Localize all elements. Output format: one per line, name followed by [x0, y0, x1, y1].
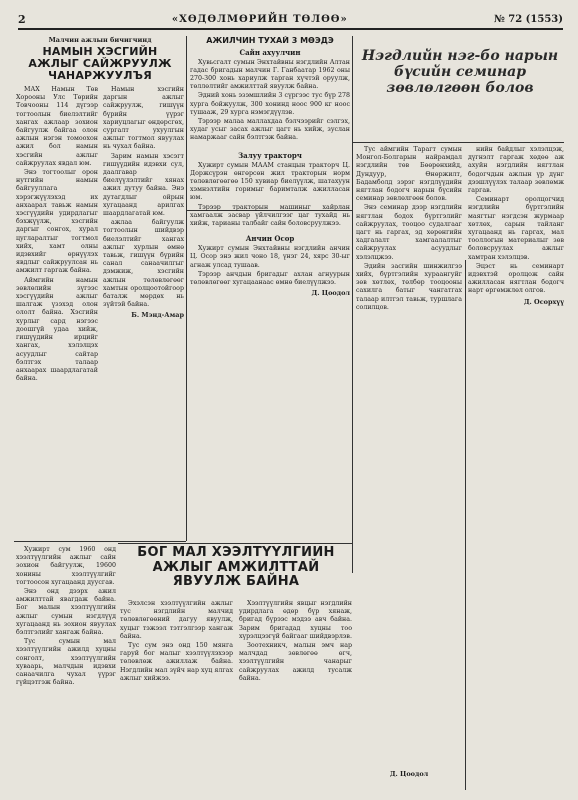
- article-breeding-lead: [16, 546, 116, 794]
- article-breeding-headline: [120, 546, 352, 596]
- article-seminar-heading: [356, 38, 564, 138]
- paragraph: Энэ семинар дээр нэгдлийн нягтлан бодох бүртгэлийг сайжруулах, тооцоо судалгааг цагт нь гаргах, эд хөрөнгийн хадгалалт хамгаалалтыг сайжруулах асуудлыг хэлэлцжээ.: [356, 204, 462, 261]
- newspaper-name: «ХӨДӨЛМӨРИЙН ТӨЛӨӨ»: [171, 13, 348, 25]
- article-three-workers: [190, 36, 350, 541]
- article-signature: Б. Мэнд-Амар: [131, 311, 184, 320]
- paragraph: Энэ тогтоолыг орон нутгийн намын байгууллага хэрэгжүүлэхэд их анхаарал тавьж намын хэсгүүдийн удирдлагыг бэхжүүлж, хэсгийн даргыг сонгох, хурал цугларалтыг тогтмол хийх, хамт олны идэвхийг өрнүүлэх явдлыг сайжруулсан нь амжилт гаргаж байна.: [16, 169, 98, 275]
- article-body-col-2: [239, 600, 352, 684]
- article-subhead: Анчин Осор: [245, 234, 295, 244]
- paragraph: Хувьсгалт сумын Энхтайвны нэгдлийн Алтан гадас бригадын малчин Г. Ганбаатар 1962 оны 270-300 хонь хариулж тарган хүчтэй оруулж, төллөлтийг амжилттай явуулж байна.: [190, 58, 350, 91]
- column-rule: [186, 36, 187, 541]
- article-body-col-1: [120, 600, 233, 684]
- masthead: [18, 10, 563, 30]
- section-rule: [352, 142, 564, 143]
- paragraph: Хужирт сум 1960 онд хээлтүүлгийн ажлыг сайн зохион байгуулж, 19600 хонины хээлтүүлгийг тогтоосон хугацаанд дуусгав.: [16, 546, 116, 586]
- paragraph: Хужирт сумын МААМ станцын тракторч Ц. Доржсүрэн өнгөрсөн жил тракторын норм төлөвлөгөөгөө 150 хувиар биелүүлж, шатахуун хэмнэлтийн горимыг баримталж ажилласан юм.: [190, 161, 350, 202]
- paragraph: Тус сумын мал хээлтүүлгийн ажилд хуцны сонголт, хээлтүүлгийн хуваарь, малчдын идэвхи санаачилга чухал үүрэг гүйцэтгэж байна.: [16, 638, 116, 687]
- paragraph: Эцэст нь семинарт идэвхтэй оролцож сайн ажилласан нягтлан бодогч нарт өргөмжлөл олгов.: [468, 262, 564, 295]
- paragraph: Тус аймгийн Тарагт сумын Монгол-Болгарын найрамдал нэгдлийн төв Бөөрөнхийд, Дундуур, Өнөржилт, Бадамболд зэрэг нэгдлүүдийн нягтлан бодогч нарын бүсийн семинар зөвлөлгөөн болов.: [356, 146, 462, 203]
- page-number: 2: [18, 12, 26, 26]
- paragraph: Эхэлсэн хээлтүүлгийн ажлыг тус нэгдлийн малчид төлөвлөгөөний дагуу явуулж, хуцыг тэжээл тэтгэлгээр хангаж байна.: [120, 600, 233, 640]
- paragraph: Тэрээр тракторын машиныг хайрлан хамгаалж засвар үйлчилгээг цаг тухайд нь хийж, тарианы талбайг сайн боловсруулжээ.: [190, 203, 350, 227]
- article-body: [16, 546, 116, 687]
- paragraph: нийн байдлыг хэлэлцэж, дүгнэлт гаргаж хөдөө аж ахуйн нэгдлийн нягтлан бодогчдын ажлын үр дүнг дээшлүүлэх талаар зөвлөмж гаргав.: [468, 146, 564, 195]
- section-rule: [118, 543, 352, 544]
- article-body: [190, 59, 350, 143]
- article-breeding-cont: [356, 580, 462, 794]
- article-signature: Д. Цоодол: [311, 289, 350, 298]
- paragraph: Эдийн засгийн шинжилгээ хийх, бүртгэлийн хураангуйг зөв хөтлөх, төлбөр тооцооны сахилга батыг чангатгах талаар илтгэл тавьж, туршлага солилцов.: [356, 262, 462, 311]
- article-seminar-col-1: [356, 146, 462, 576]
- paragraph: Хээлтүүлгийн явцыг нэгдлийн удирдлага өдөр бүр хянаж, бригад бүрээс мэдээ авч байна. Зарим бригадад хуцны тоо хүрэлцээгүй байгааг шийдвэрлэв.: [239, 600, 352, 640]
- article-signature: Д. Осорхүү: [523, 297, 564, 306]
- paragraph: ажлаа байгуулж тогтоолын шийдвэр биелэлтийг хангах ажлыг хурлын өмнө тавьж, гишүүн бүрийн санал санаачилгыг дэмжиж, хэсгийн ажлын төлөвлөгөөг хамтын оролцоотойгоор баталж мөрдөх нь зүйтэй байна.: [103, 219, 184, 309]
- article-body-col-2: [103, 86, 184, 384]
- article-body: [190, 162, 350, 229]
- article-headline: Нэгдлийн нэг-бо нарын бүсийн семинар зөвлөлгөөн болов: [361, 48, 559, 96]
- column-rule: [352, 36, 353, 573]
- paragraph: Семинарт оролцогчид нэгдлийн бүртгэлийн маягтыг нэгдсэн журмаар хөтлөх, сарын тайланг хугацаанд нь гаргах, мал тооллогын материалыг зөв боловсруулах ажлыг хамтран хэлэлцэв.: [468, 196, 564, 261]
- paragraph: Тус сум энэ онд 150 мянга гаруй бог малыг хээлтүүлэхээр төлөвлөж ажиллаж байна. Нэгдлийн мал зүйч нар хуц ялгах ажлыг хийжээ.: [120, 642, 233, 682]
- paragraph: Тэрээр малаа маллахдаа бэлчээрийг сэлгэх, худаг усыг засах ажлыг цагт нь хийж, зуслан намаржааг сайн бэлтгэж байна.: [190, 117, 350, 142]
- article-headline: БОГ МАЛ ХЭЭЛТҮҮЛГИЙН АЖЛЫГ АМЖИЛТТАЙ ЯВУУЛЖ БАЙНА: [137, 546, 335, 589]
- article-subhead: Залуу тракторч: [238, 150, 302, 160]
- article-breeding-body: [120, 600, 352, 794]
- article-party-section: [16, 36, 184, 541]
- paragraph: Эдний хонь эзэмшлийн 3 сүргээс тус бүр 278 хурга бойжуулж, 300 хонинд ноос 900 кг ноос тушааж, 29 хурга нэмэгдүүлэв.: [190, 92, 350, 116]
- article-signature: Д. Цоодол: [389, 770, 429, 778]
- paragraph: Зарим намын хэсэгт гишүүдийн идэвхи сул, даалгавар биелүүлэлтийг хянах ажил дутуу байна. Энэ дутагдлыг ойрын хугацаанд арилгах шаардлагатай юм.: [103, 152, 184, 218]
- article-headline: АЖИЛЧИН ТУХАЙ 3 МӨЭДЭ: [206, 36, 334, 45]
- article-body: [356, 146, 462, 312]
- article-kicker: Малчин ажлын бичигчинд: [48, 36, 152, 44]
- article-headline: НАМЫН ХЭСГИЙН АЖЛЫГ САЙЖРУУЛЖ ЧАНАРЖУУЛЪЯ: [28, 45, 172, 82]
- paragraph: Энэ онд дээрх ажил амжилттай явагдаж байна. Бог малын хээлтүүлгийн ажлыг сумын нэгдлүүд хугацаанд нь зохион явуулах бэлтгэлийг хангаж байна.: [16, 588, 116, 637]
- paragraph: Хужирт сумын Энхтайвны нэгдлийн анчин Ц. Осор энэ жил чоно 18, үнэг 24, хярс 30-ыг агнаж улсад тушаав.: [190, 245, 350, 269]
- paragraph: Тэрээр анчдын бригадыг ахлан агнуурын төлөвлөгөөг хугацаанаас өмнө биелүүлжээ.: [190, 270, 350, 286]
- article-body: [468, 146, 564, 296]
- issue-number: № 72 (1553): [493, 13, 563, 25]
- article-body-col-1: [16, 86, 98, 384]
- article-seminar-col-2: [468, 146, 564, 792]
- article-subhead: Сайн ахуулчин: [239, 47, 301, 57]
- paragraph: Аймгийн намын зөвлөлийн зүгээс хэсгүүдийн ажлыг шалгаж үзэхэд олон ололт байна. Хэсгийн хурлыг сард нэгээс доошгүй удаа хийж, гишүүдийн ирцийг хангах, хэлэлцэх асуудлыг сайтар бэлтгэх талаар анхаарах шаардлагатай байна.: [16, 276, 98, 383]
- column-rule: [465, 260, 466, 790]
- paragraph: Намын хэсгийн даргын ажлыг сайжруулж, гишүүн бүрийн үүрэг хариуцлагыг өндөрсгөх, сургалт ухуулгын ажлыг тогтмол явуулах нь чухал байна.: [103, 86, 184, 151]
- paragraph: МАХ Намын Төв Хорооны Улс Төрийн Товчооны 114 дүгээр тогтоолын биелэлтийг хангах ажлаар зохион байгуулж байгаа олон ажлын нэгэн томоохон ажил бол намын хэсгийн ажлыг сайжруулах явдал юм.: [16, 86, 98, 167]
- article-body: [190, 245, 350, 287]
- paragraph: Зоотехникч, малын эмч нар малчдад зөвлөгөө өгч, хээлтүүлгийн чанарыг сайжруулах ажилд тусалж байна.: [239, 642, 352, 682]
- section-rule: [14, 541, 186, 542]
